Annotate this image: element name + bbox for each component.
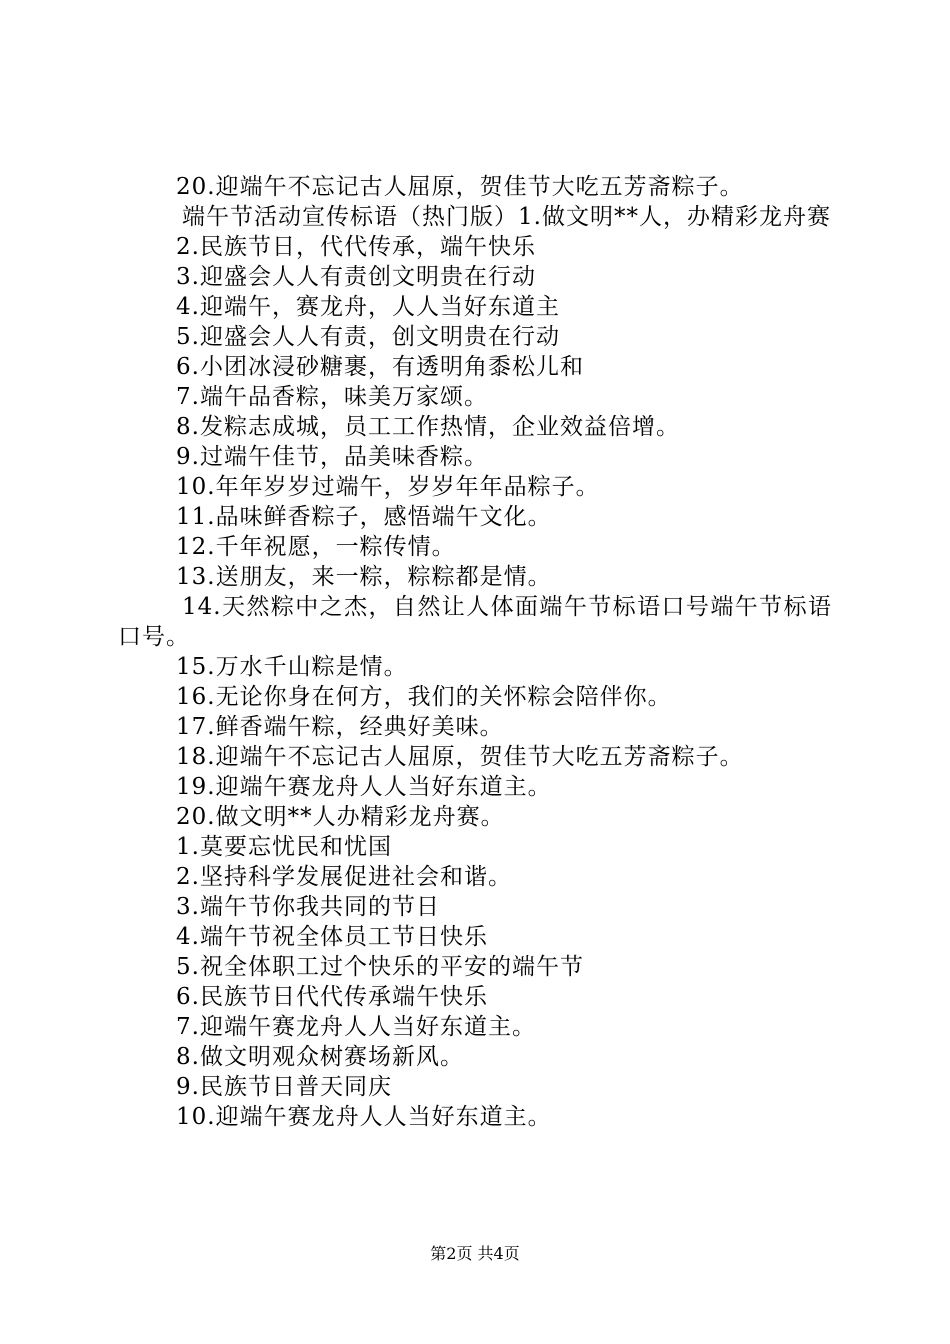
text-line: 8.做文明观众树赛场新风。 [176,1044,464,1070]
text-line: 3.迎盛会人人有责创文明贵在行动 [176,264,536,290]
text-line: 12.千年祝愿，一粽传情。 [176,534,456,560]
text-line: 9.民族节日普天同庆 [176,1074,392,1100]
text-line: 10.迎端午赛龙舟人人当好东道主。 [176,1104,552,1130]
text-paragraph: 端午节活动宣传标语（热门版）1.做文明**人，办精彩龙舟赛 [182,204,831,230]
text-line: 7.迎端午赛龙舟人人当好东道主。 [176,1014,536,1040]
text-line: 7.端午品香粽，味美万家颂。 [176,384,488,410]
text-line: 5.祝全体职工过个快乐的平安的端午节 [176,954,584,980]
text-line: 8.发粽志成城，员工工作热情，企业效益倍增。 [176,414,680,440]
text-line: 4.迎端午，赛龙舟，人人当好东道主 [176,294,560,320]
text-line: 6.小团冰浸砂糖裹，有透明角黍松儿和 [176,354,584,380]
page-footer: 第2页 共4页 [430,1244,520,1263]
text-line: 13.送朋友，来一粽，粽粽都是情。 [176,564,552,590]
text-line: 10.年年岁岁过端午，岁岁年年品粽子。 [176,474,600,500]
text-line: 17.鲜香端午粽，经典好美味。 [176,714,504,740]
text-line: 1.莫要忘忧民和忧国 [176,834,392,860]
text-line: 20.做文明**人办精彩龙舟赛。 [176,804,505,830]
document-body [118,172,832,1132]
text-line: 2.民族节日，代代传承，端午快乐 [176,234,536,260]
text-line: 4.端午节祝全体员工节日快乐 [176,924,488,950]
text-line: 15.万水千山粽是情。 [176,654,408,680]
text-line: 6.民族节日代代传承端午快乐 [176,984,488,1010]
text-paragraph: 14.天然粽中之杰，自然让人体面端午节标语口号端午节标语口号。 [118,594,832,650]
text-line: 9.过端午佳节，品美味香粽。 [176,444,488,470]
text-line: 20.迎端午不忘记古人屈原，贺佳节大吃五芳斋粽子。 [176,174,744,200]
text-line: 18.迎端午不忘记古人屈原，贺佳节大吃五芳斋粽子。 [176,744,744,770]
text-line: 3.端午节你我共同的节日 [176,894,440,920]
text-line: 16.无论你身在何方，我们的关怀粽会陪伴你。 [176,684,672,710]
text-line: 11.品味鲜香粽子，感悟端午文化。 [176,504,552,530]
text-line: 5.迎盛会人人有责，创文明贵在行动 [176,324,560,350]
text-line: 19.迎端午赛龙舟人人当好东道主。 [176,774,552,800]
text-line: 2.坚持科学发展促进社会和谐。 [176,864,512,890]
